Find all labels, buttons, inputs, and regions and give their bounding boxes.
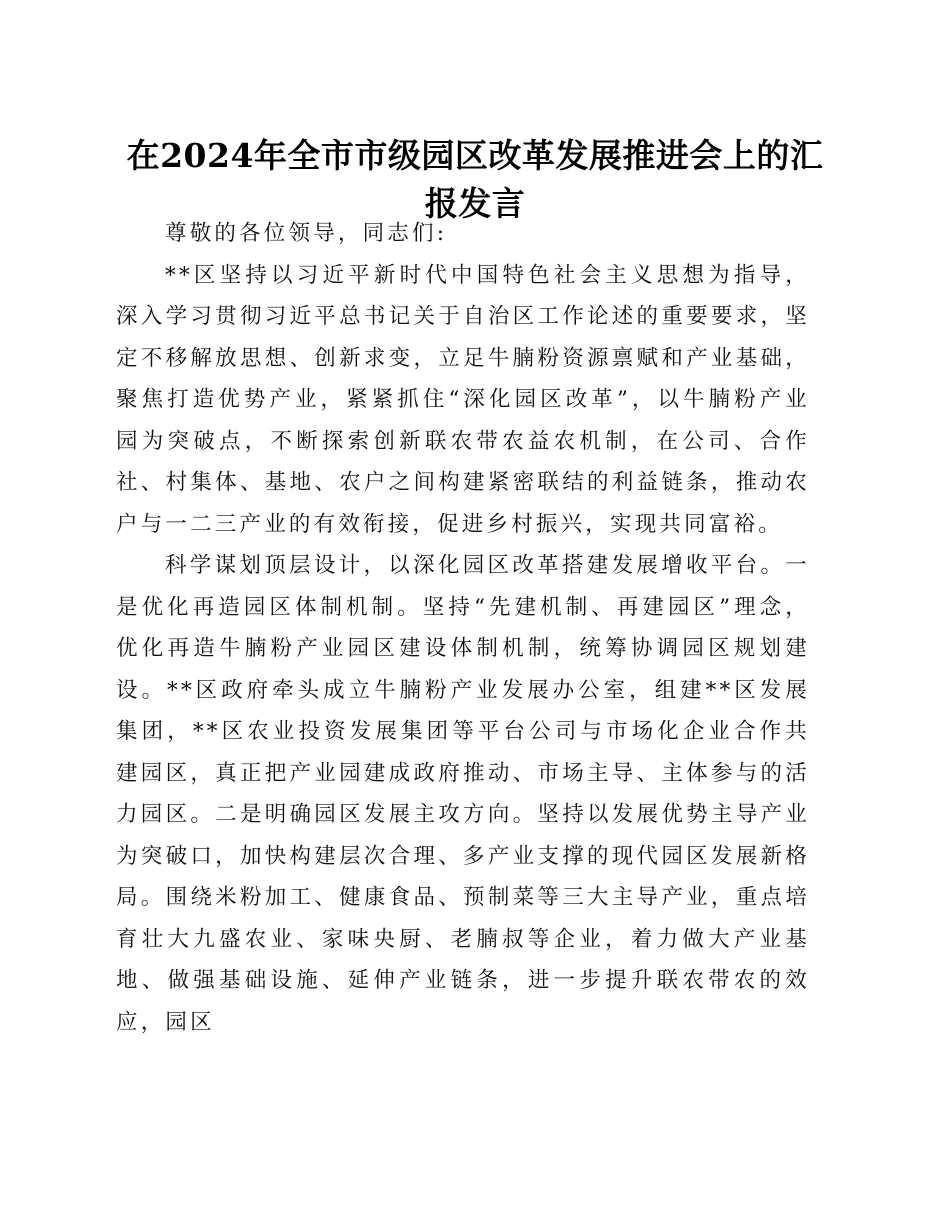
paragraph-top-level-design: 科学谋划顶层设计，以深化园区改革搭建发展增收平台。一是优化再造园区体制机制。坚持“先建机制、再建园区”理念，优化再造牛腩粉产业园区建设体制机制，统筹协调园区规划建设。**区政府牵头成立牛腩粉产业发展办公室，组建**区发展集团，**区农业投资发展集团等平台公司与市场化企业合作共建园区，真正把产业园建成政府推动、市场主导、主体参与的活力园区。二是明确园区发展主攻方向。坚持以发展优势主导产业为突破口，加快构建层次合理、多产业支撑的现代园区发展新格局。围绕米粉加工、健康食品、预制菜等三大主导产业，重点培育壮大九盛农业、家味央厨、老腩叔等企业，着力做大产业基地、做强基础设施、延伸产业链条，进一步提升联农带农的效应，园区 — [116, 553, 810, 1035]
salutation: 尊敬的各位领导，同志们: — [165, 221, 448, 246]
paragraph-intro: **区坚持以习近平新时代中国特色社会主义思想为指导，深入学习贯彻习近平总书记关于自治区工作论述的重要要求，坚定不移解放思想、创新求变，立足牛腩粉资源禀赋和产业基础，聚焦打造优势产业，紧紧抓住“深化园区改革”，以牛腩粉产业园为突破点，不断探索创新联农带农益农机制，在公司、合作社、村集体、基地、农户之间构建紧密联结的利益链条，推动农户与一二三产业的有效衔接，促进乡村振兴，实现共同富裕。 — [116, 262, 810, 537]
document-title: 在2024年全市市级园区改革发展推进会上的汇报发言 — [126, 136, 824, 223]
document-body — [116, 213, 810, 1043]
